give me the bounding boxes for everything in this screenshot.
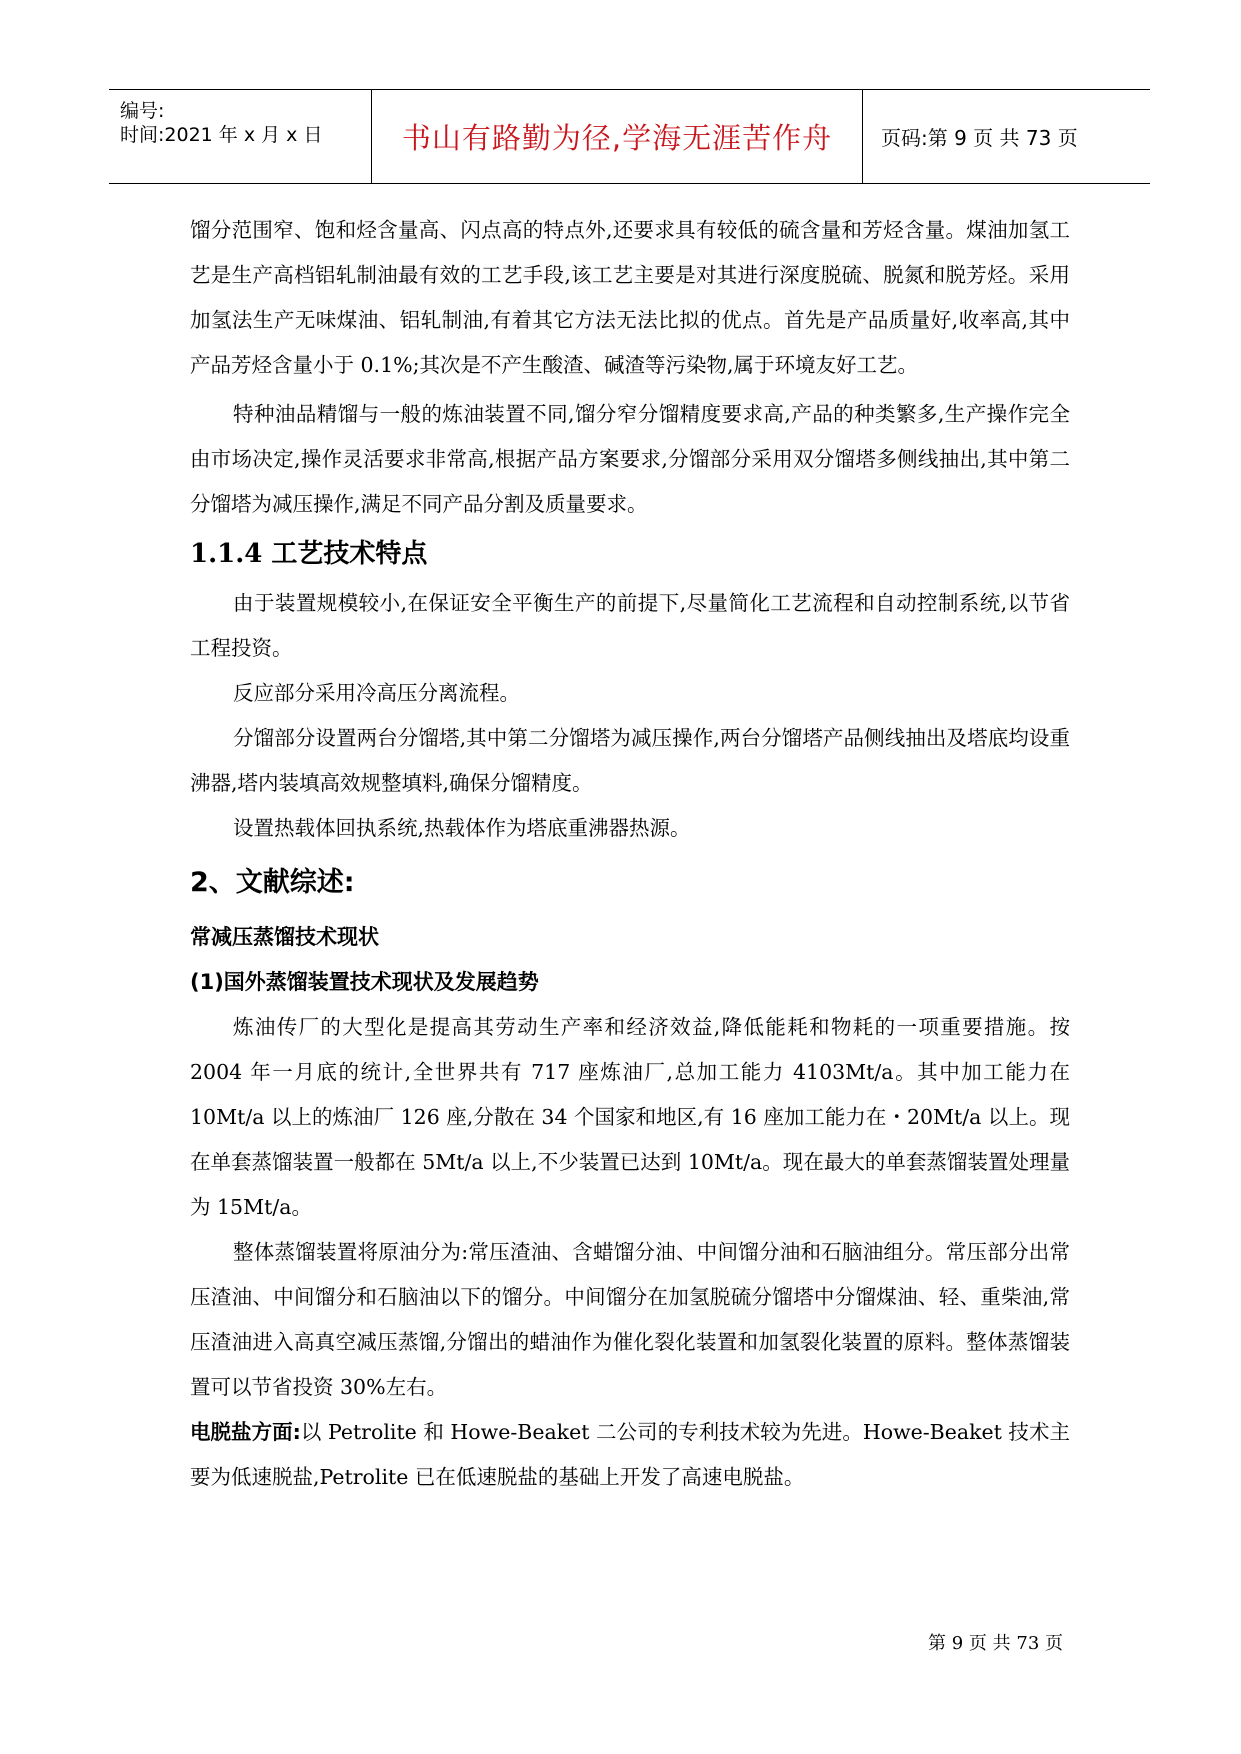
paragraph: 设置热载体回执系统,热载体作为塔底重沸器热源。 [233, 816, 691, 840]
page-code: 页码:第 9 页 共 73 页 [881, 126, 1078, 150]
header-info-cell [109, 90, 371, 183]
section-heading-2: 2、文献综述: [190, 867, 355, 898]
paragraph: 馏分范围窄、饱和烃含量高、闪点高的特点外,还要求具有较低的硫含量和芳烃含量。煤油加氢工艺是生产高档铝轧制油最有效的工艺手段,该工艺主要是对其进行深度脱硫、脱氮和脱芳烃。采用加氢法生产无味煤油、铝轧制油,有着其它方法无法比拟的优点。首先是产品质量好,收率高,其中产品芳烃含量小于 0.1%;其次是不产生酸渣、碱渣等污染物,属于环境友好工艺。 [190, 218, 1070, 377]
paragraph-lead: 电脱盐方面: [190, 1420, 301, 1444]
page-footer: 第 9 页 共 73 页 [928, 1633, 1063, 1654]
document-body [190, 208, 1070, 1500]
header-page-cell [861, 90, 1150, 183]
motto-text: 书山有路勤为径,学海无涯苦作舟 [401, 121, 833, 155]
subheading: 常减压蒸馏技术现状 [190, 925, 379, 949]
header-table [109, 89, 1150, 184]
header-motto-cell [371, 90, 863, 183]
subheading: (1)国外蒸馏装置技术现状及发展趋势 [190, 970, 539, 994]
paragraph: 反应部分采用冷高压分离流程。 [233, 681, 520, 705]
paragraph [190, 1410, 1070, 1500]
paragraph-text: 以 Petrolite 和 Howe-Beaket 二公司的专利技术较为先进。Howe-Beaket 技术主要为低速脱盐,Petrolite 已在低速脱盐的基础上开发了高速电脱盐。 [190, 1420, 1070, 1489]
paragraph: 分馏部分设置两台分馏塔,其中第二分馏塔为减压操作,两台分馏塔产品侧线抽出及塔底均设重沸器,塔内装填高效规整填料,确保分馏精度。 [190, 726, 1070, 795]
paragraph: 由于装置规模较小,在保证安全平衡生产的前提下,尽量简化工艺流程和自动控制系统,以节省工程投资。 [190, 591, 1070, 660]
paragraph: 特种油品精馏与一般的炼油装置不同,馏分窄分馏精度要求高,产品的种类繁多,生产操作完全由市场决定,操作灵活要求非常高,根据产品方案要求,分馏部分采用双分馏塔多侧线抽出,其中第二分馏塔为减压操作,满足不同产品分割及质量要求。 [190, 402, 1070, 516]
time-label: 时间:2021 年 x 月 x 日 [120, 124, 323, 146]
number-label: 编号: [120, 100, 165, 122]
section-heading-1-1-4: 1.1.4 工艺技术特点 [190, 539, 428, 569]
paragraph: 炼油传厂的大型化是提高其劳动生产率和经济效益,降低能耗和物耗的一项重要措施。按 2004 年一月底的统计,全世界共有 717 座炼油厂,总加工能力 4103Mt/a。其中加工能力在 10Mt/a 以上的炼油厂 126 座,分散在 34 个国家和地区,有 16 座加工能力在・20Mt/a 以上。现在单套蒸馏装置一般都在 5Mt/a 以上,不少装置已达到 10Mt/a。现在最大的单套蒸馏装置处理量为 15Mt/a。 [190, 1015, 1070, 1219]
paragraph: 整体蒸馏装置将原油分为:常压渣油、含蜡馏分油、中间馏分油和石脑油组分。常压部分出常压渣油、中间馏分和石脑油以下的馏分。中间馏分在加氢脱硫分馏塔中分馏煤油、轻、重柴油,常压渣油进入高真空减压蒸馏,分馏出的蜡油作为催化裂化装置和加氢裂化装置的原料。整体蒸馏装置可以节省投资 30%左右。 [190, 1240, 1070, 1399]
